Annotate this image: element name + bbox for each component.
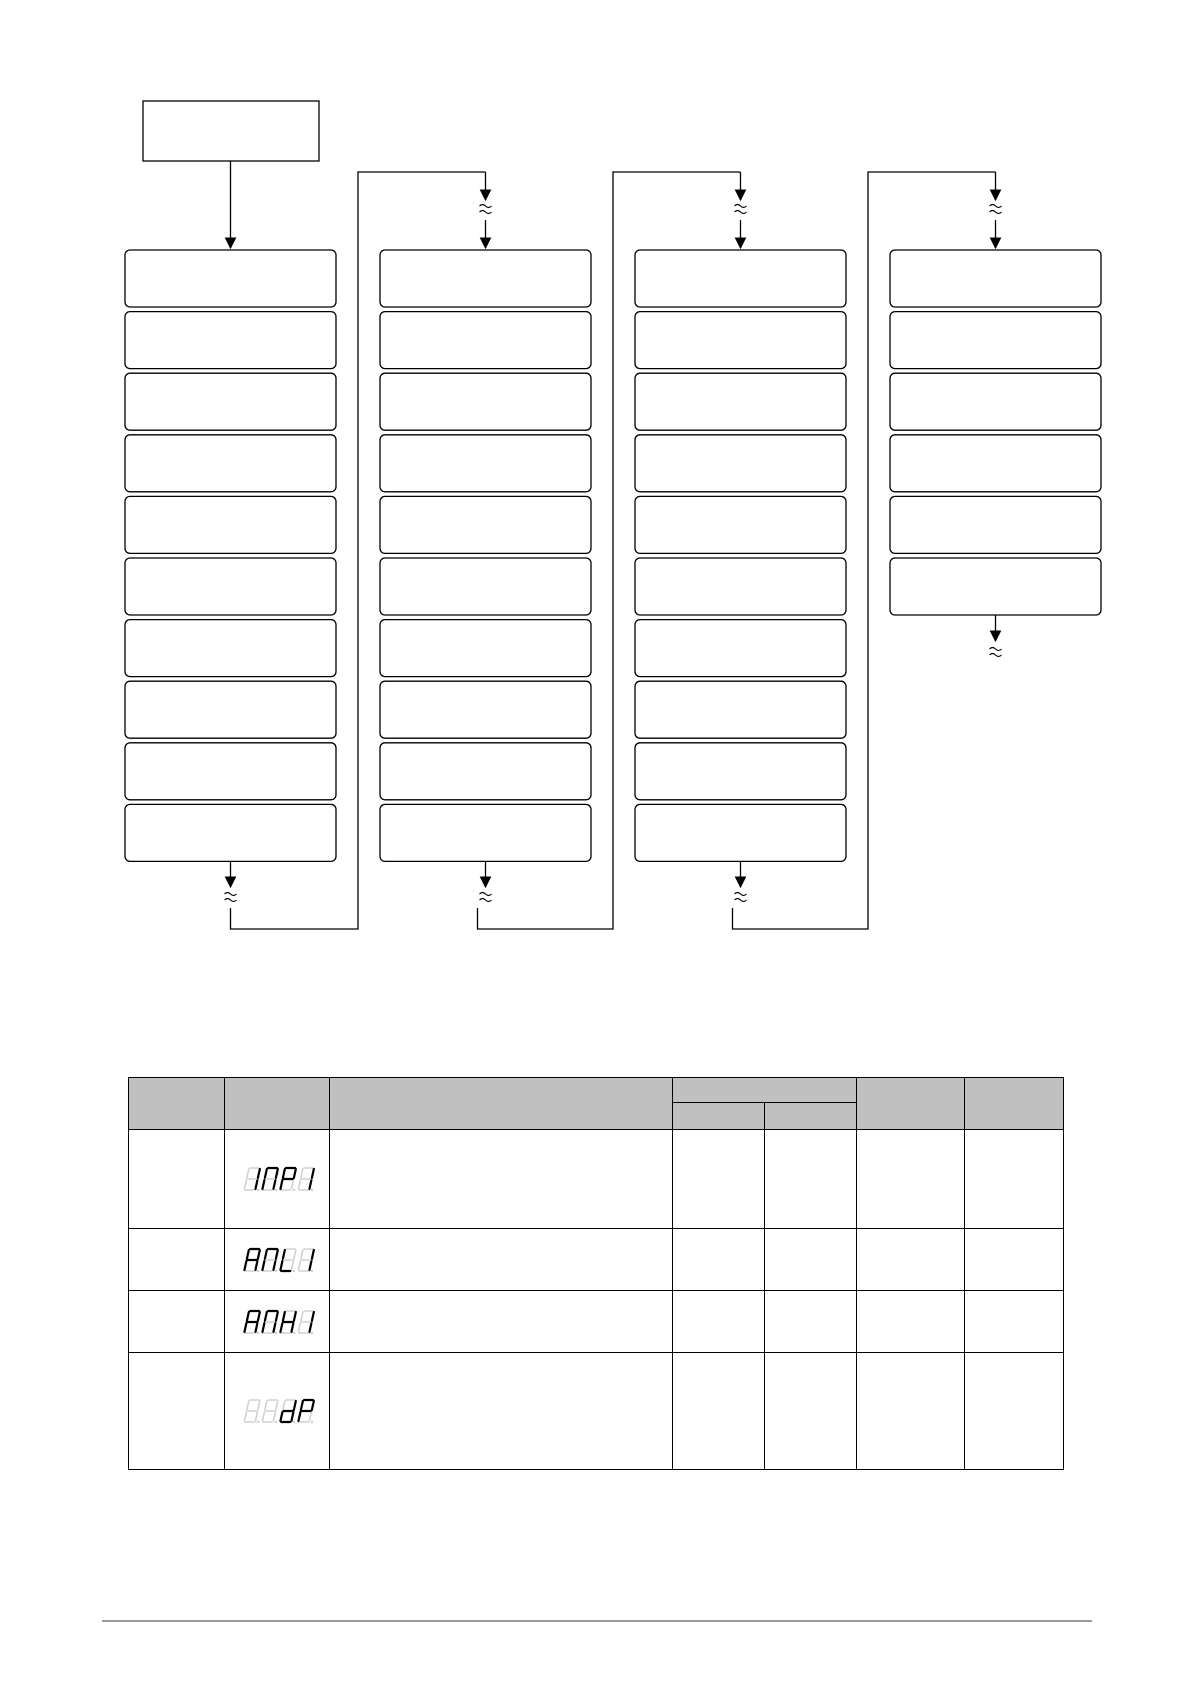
display-segment xyxy=(310,1180,312,1189)
decimal-point xyxy=(311,1269,313,1271)
display-segment xyxy=(283,1250,285,1259)
seven-segment-display xyxy=(225,1353,330,1470)
display-segment xyxy=(283,1401,285,1410)
display-segment xyxy=(312,1312,314,1321)
display-segment xyxy=(258,1312,260,1321)
display-segment xyxy=(283,1312,285,1321)
parameter-box xyxy=(125,312,336,369)
display-segment xyxy=(312,1169,314,1178)
display-segment xyxy=(299,1412,301,1421)
display-segment xyxy=(281,1323,283,1332)
parameter-box xyxy=(890,496,1101,553)
decimal-point xyxy=(293,1421,295,1423)
display-segment xyxy=(274,1180,276,1189)
table-row xyxy=(129,1229,1064,1291)
decimal-point xyxy=(311,1189,313,1191)
parameter-box xyxy=(380,373,591,430)
seven-segment-glyphs xyxy=(239,1246,315,1274)
parameter-box xyxy=(125,620,336,677)
seven-segment-display xyxy=(225,1229,330,1291)
parameter-box xyxy=(380,250,591,307)
parameter-box xyxy=(380,743,591,800)
parameter-box xyxy=(380,681,591,738)
display-segment xyxy=(276,1250,278,1259)
display-segment xyxy=(247,1401,249,1410)
header-cell-3 xyxy=(330,1078,672,1130)
display-segment xyxy=(265,1312,267,1321)
display-segment xyxy=(247,1250,249,1259)
display-segment xyxy=(292,1323,294,1332)
display-segment xyxy=(301,1312,303,1321)
decimal-point xyxy=(293,1189,295,1191)
header-cell-6 xyxy=(856,1078,964,1130)
display-segment xyxy=(263,1261,265,1270)
seven-segment-display xyxy=(225,1130,330,1229)
display-segment xyxy=(247,1312,249,1321)
display-segment xyxy=(301,1169,303,1178)
display-segment xyxy=(310,1412,312,1421)
decimal-point xyxy=(311,1331,313,1333)
display-segment xyxy=(274,1323,276,1332)
display-segment xyxy=(292,1180,294,1189)
display-segment xyxy=(281,1261,283,1270)
parameter-box xyxy=(380,620,591,677)
seven-segment-display xyxy=(225,1291,330,1353)
display-segment xyxy=(265,1401,267,1410)
header-subcell-2 xyxy=(764,1103,856,1130)
parameter-box xyxy=(890,558,1101,615)
break-mark xyxy=(990,648,1002,657)
decimal-point xyxy=(293,1269,295,1271)
display-segment xyxy=(245,1412,247,1421)
decimal-point xyxy=(293,1331,295,1333)
display-segment xyxy=(258,1401,260,1410)
display-segment xyxy=(256,1180,258,1189)
table-row xyxy=(129,1291,1064,1353)
decimal-point xyxy=(275,1269,277,1271)
seven-segment-glyphs xyxy=(239,1308,315,1336)
header-cell-7 xyxy=(964,1078,1063,1130)
parameter-box xyxy=(125,681,336,738)
display-segment xyxy=(312,1250,314,1259)
parameter-box xyxy=(380,435,591,492)
display-segment xyxy=(292,1261,294,1270)
display-segment xyxy=(294,1401,296,1410)
display-segment xyxy=(301,1250,303,1259)
parameter-box xyxy=(635,250,846,307)
parameter-box xyxy=(125,496,336,553)
decimal-point xyxy=(275,1421,277,1423)
parameter-box xyxy=(890,312,1101,369)
seven-segment-glyphs xyxy=(239,1165,315,1193)
display-segment xyxy=(247,1169,249,1178)
parameter-box xyxy=(635,558,846,615)
display-segment xyxy=(274,1261,276,1270)
display-segment xyxy=(265,1250,267,1259)
parameter-box xyxy=(635,373,846,430)
parameter-box xyxy=(635,804,846,861)
footer-rule xyxy=(102,1620,1092,1622)
parameter-box xyxy=(380,804,591,861)
display-segment xyxy=(245,1180,247,1189)
break-mark xyxy=(990,205,1002,214)
display-segment xyxy=(299,1261,301,1270)
display-segment xyxy=(312,1401,314,1410)
parameter-box xyxy=(125,435,336,492)
decimal-point xyxy=(257,1189,259,1191)
display-segment xyxy=(256,1323,258,1332)
display-segment xyxy=(281,1412,283,1421)
table-row xyxy=(129,1130,1064,1229)
display-segment xyxy=(299,1180,301,1189)
display-segment xyxy=(292,1412,294,1421)
display-segment xyxy=(310,1261,312,1270)
break-mark xyxy=(480,893,492,902)
break-mark xyxy=(735,893,747,902)
display-segment xyxy=(274,1412,276,1421)
display-segment xyxy=(283,1169,285,1178)
parameter-box xyxy=(890,373,1101,430)
display-segment xyxy=(301,1401,303,1410)
parameter-box xyxy=(635,743,846,800)
display-segment xyxy=(265,1169,267,1178)
parameter-box xyxy=(125,558,336,615)
parameter-box xyxy=(125,373,336,430)
parameter-box xyxy=(635,496,846,553)
parameter-table xyxy=(128,1077,1064,1470)
display-segment xyxy=(258,1250,260,1259)
display-segment xyxy=(294,1169,296,1178)
parameter-box xyxy=(635,435,846,492)
display-segment xyxy=(294,1250,296,1259)
display-segment xyxy=(294,1312,296,1321)
display-segment xyxy=(245,1261,247,1270)
display-segment xyxy=(263,1412,265,1421)
display-segment xyxy=(276,1169,278,1178)
display-segment xyxy=(263,1323,265,1332)
display-segment xyxy=(276,1312,278,1321)
decimal-point xyxy=(257,1421,259,1423)
display-segment xyxy=(245,1323,247,1332)
display-segment xyxy=(310,1323,312,1332)
table-row xyxy=(129,1353,1064,1470)
decimal-point xyxy=(275,1189,277,1191)
display-segment xyxy=(276,1401,278,1410)
break-mark xyxy=(735,205,747,214)
display-segment xyxy=(263,1180,265,1189)
display-segment xyxy=(256,1261,258,1270)
parameter-box xyxy=(125,250,336,307)
display-segment xyxy=(281,1180,283,1189)
display-segment xyxy=(256,1412,258,1421)
parameter-box xyxy=(125,804,336,861)
header-cell-2 xyxy=(225,1078,330,1130)
header-cell-1 xyxy=(129,1078,225,1130)
decimal-point xyxy=(311,1421,313,1423)
decimal-point xyxy=(257,1269,259,1271)
parameter-box xyxy=(380,496,591,553)
decimal-point xyxy=(275,1331,277,1333)
break-mark xyxy=(225,893,237,902)
parameter-box xyxy=(380,312,591,369)
start-box xyxy=(143,101,319,161)
parameter-box xyxy=(125,743,336,800)
header-subcell-1 xyxy=(672,1103,764,1130)
seven-segment-glyphs xyxy=(239,1397,315,1425)
break-mark xyxy=(480,205,492,214)
parameter-box xyxy=(635,681,846,738)
display-segment xyxy=(258,1169,260,1178)
parameter-box xyxy=(635,620,846,677)
header-cell-group xyxy=(672,1078,856,1103)
parameter-box xyxy=(890,435,1101,492)
parameter-box xyxy=(380,558,591,615)
decimal-point xyxy=(257,1331,259,1333)
display-segment xyxy=(299,1323,301,1332)
parameter-box xyxy=(635,312,846,369)
parameter-box xyxy=(890,250,1101,307)
